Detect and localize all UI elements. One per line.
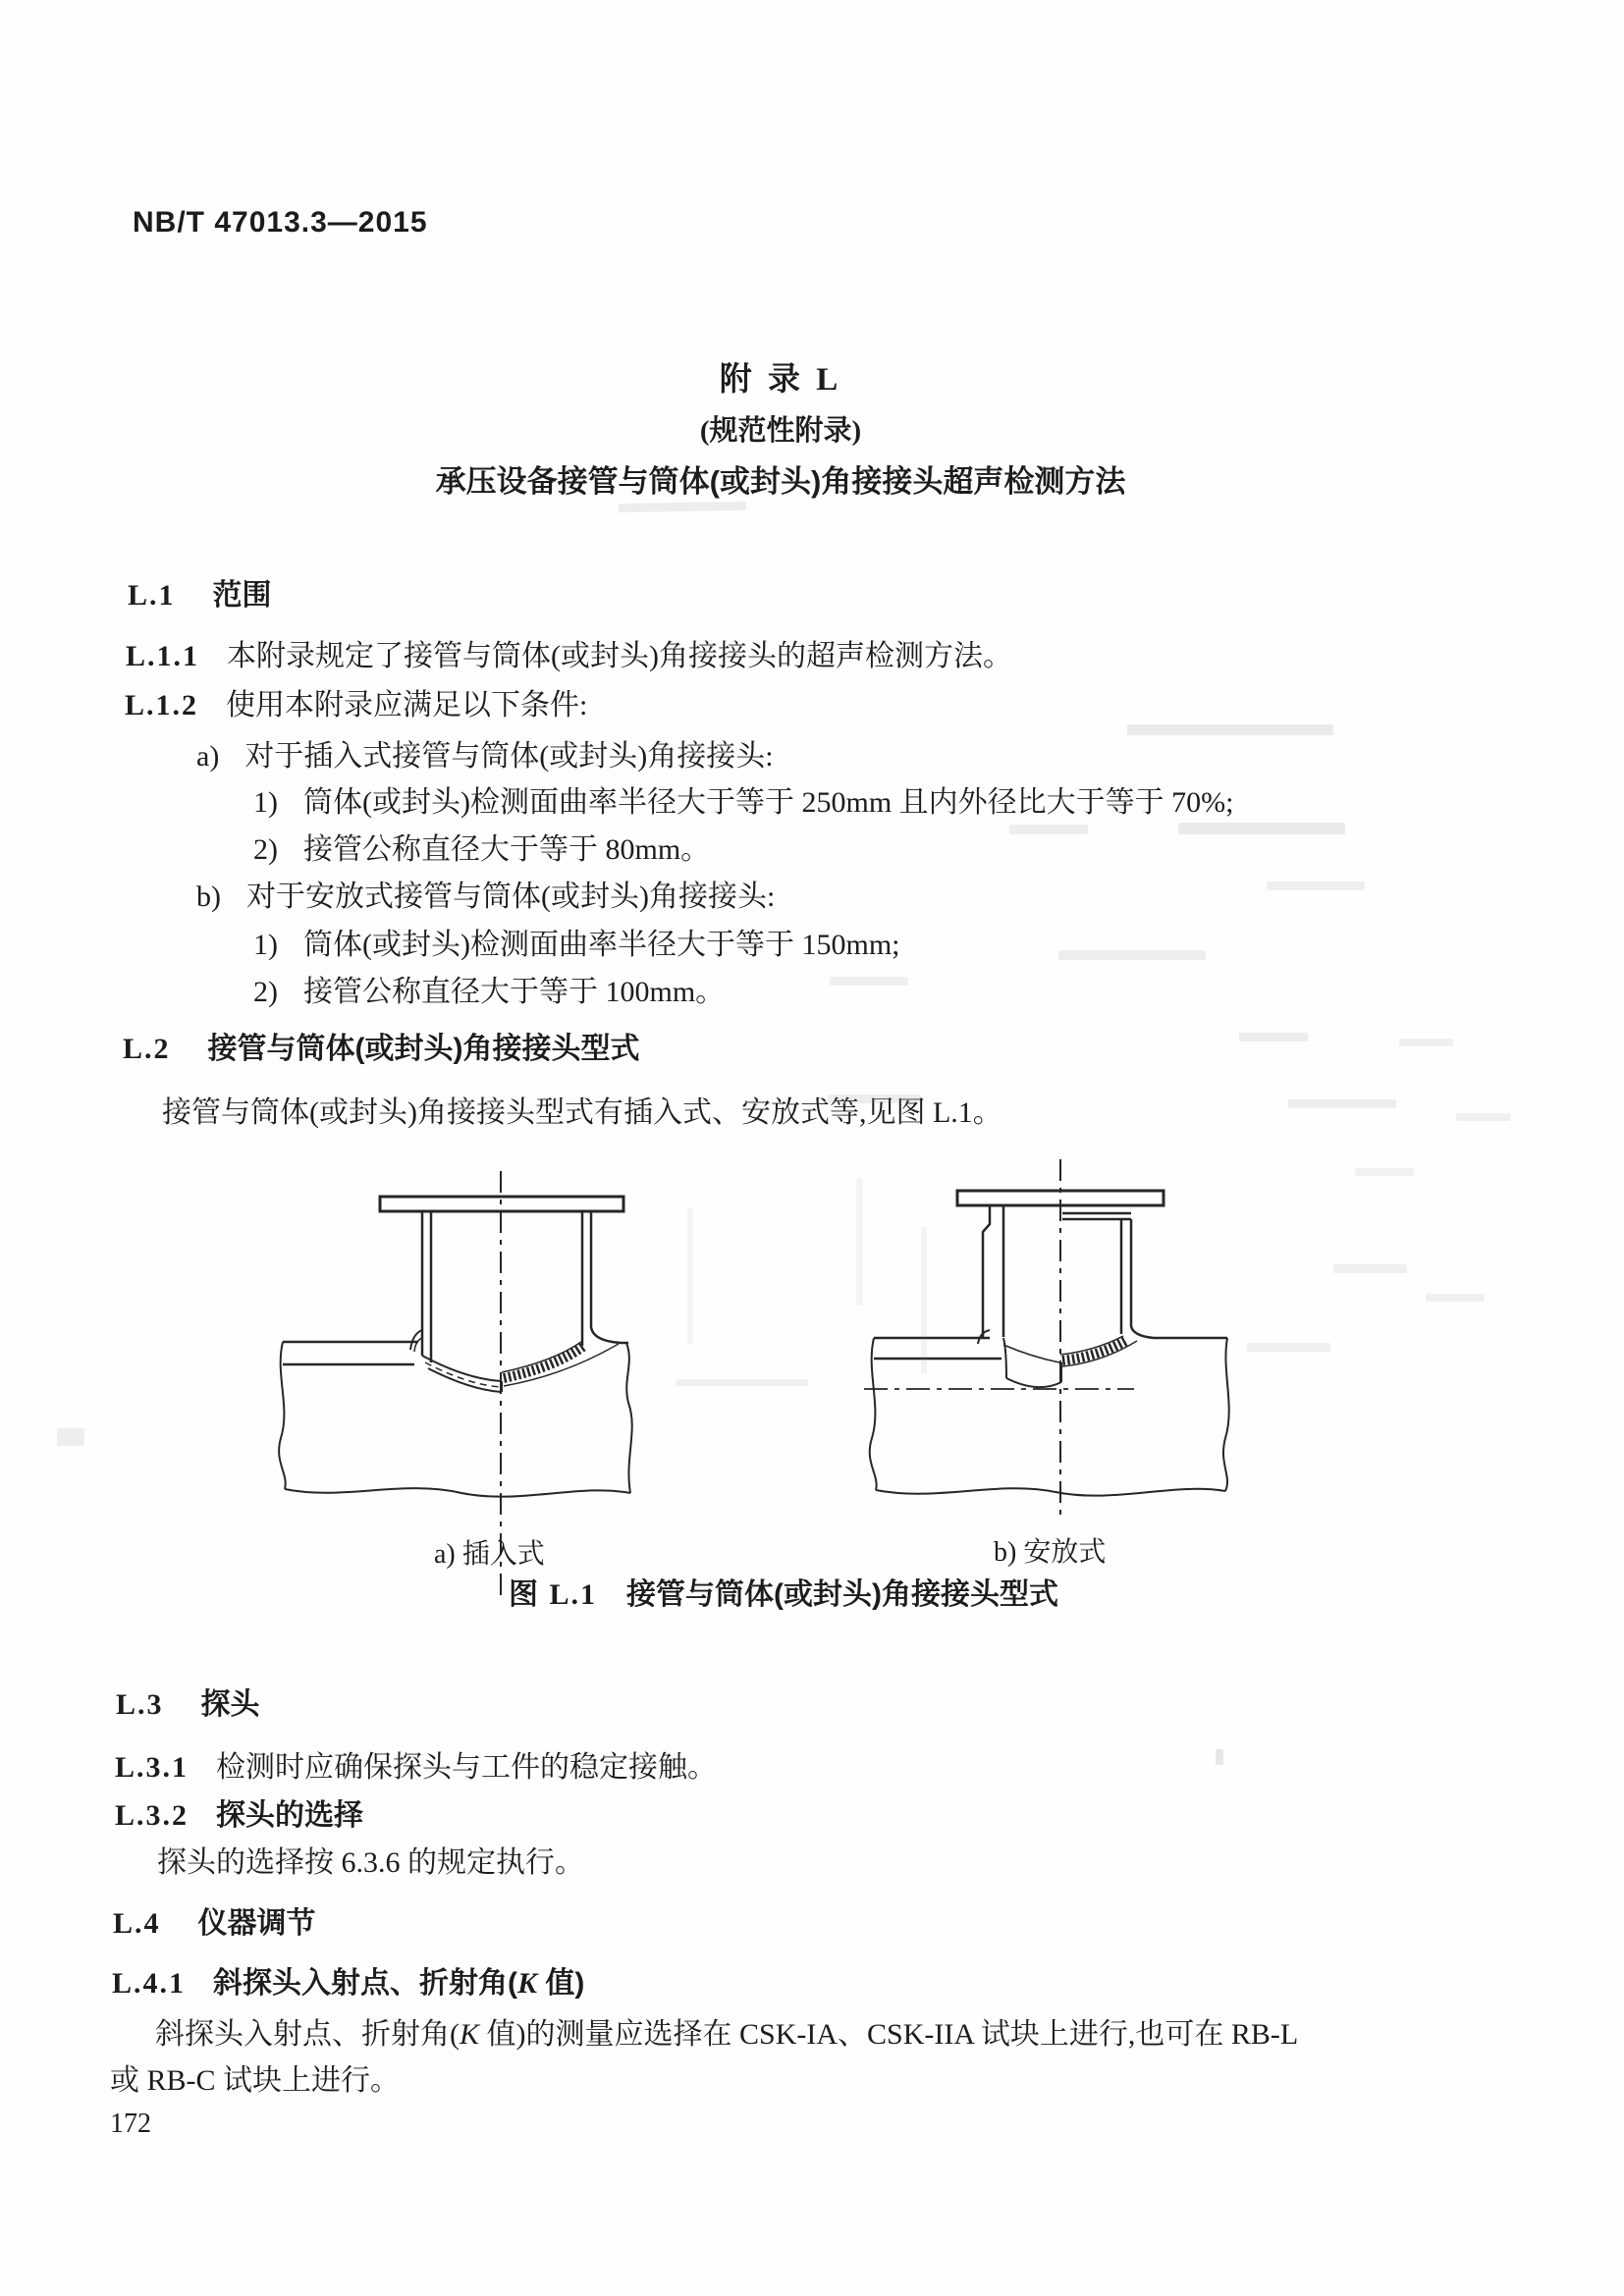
- list-item-a2-text: 接管公称直径大于等于 80mm。: [303, 833, 711, 866]
- list-item-b-text: 对于安放式接管与筒体(或封头)角接接头:: [246, 881, 776, 913]
- clause-l11-text: 本附录规定了接管与筒体(或封头)角接接头的超声检测方法。: [227, 640, 1012, 672]
- list-item-a2-marker: 2): [253, 833, 278, 866]
- clause-l1-title: 范围: [212, 579, 272, 612]
- clause-l1-number: L.1: [128, 579, 176, 612]
- clause-l32-number: L.3.2: [115, 1799, 189, 1832]
- clause-l31-text: 检测时应确保探头与工件的稳定接触。: [216, 1751, 718, 1784]
- scan-artifact: [1399, 1039, 1453, 1046]
- scan-artifact: [1239, 1033, 1308, 1041]
- list-item-a-text: 对于插入式接管与筒体(或封头)角接接头:: [244, 740, 774, 773]
- list-item-b2-marker: 2): [253, 976, 278, 1008]
- appendix-title: 附 录 L: [719, 362, 842, 398]
- clause-l32: [115, 1797, 363, 1835]
- clause-heading-l1: [128, 577, 272, 614]
- appendix-main-title-row: [0, 456, 1561, 501]
- scan-artifact: [1127, 724, 1333, 735]
- set-on-nozzle-wall: [983, 1205, 1154, 1338]
- clause-l11-number: L.1.1: [126, 640, 200, 672]
- clause-l41: [112, 1965, 584, 2002]
- scan-artifact: [1178, 823, 1345, 834]
- scan-artifact: [1009, 825, 1088, 834]
- clause-l12-number: L.1.2: [125, 689, 199, 721]
- scan-artifact: [1456, 1113, 1510, 1121]
- list-item-b1-text: 筒体(或封头)检测面曲率半径大于等于 150mm;: [303, 929, 900, 961]
- list-item-b: [196, 879, 775, 916]
- clause-l4-title: 仪器调节: [197, 1907, 316, 1940]
- page-number: 172: [110, 2109, 151, 2139]
- scan-artifact: [687, 1207, 693, 1345]
- figure-label-b: b) 安放式: [994, 1537, 1107, 1568]
- figure-caption-text: 接管与筒体(或封头)角接接头型式: [626, 1578, 1058, 1611]
- set-on-shell: [870, 1338, 1229, 1496]
- clause-l2-number: L.2: [123, 1033, 171, 1065]
- clause-l2-paragraph: 接管与筒体(或封头)角接接头型式有插入式、安放式等,见图 L.1。: [162, 1096, 1002, 1129]
- scan-artifact: [1267, 881, 1365, 890]
- clause-l12-text: 使用本附录应满足以下条件:: [226, 689, 588, 721]
- figure-caption: [509, 1576, 1058, 1614]
- clause-l31: [115, 1749, 717, 1787]
- set-in-shell: [279, 1342, 632, 1497]
- scan-artifact: [1288, 1099, 1396, 1108]
- page-header-standard-code: NB/T 47013.3—2015: [133, 206, 428, 239]
- clause-l12: [125, 687, 587, 724]
- scan-artifact: [830, 977, 908, 986]
- clause-l3-title: 探头: [200, 1688, 260, 1721]
- clause-l2-title: 接管与筒体(或封头)角接接头型式: [207, 1033, 640, 1065]
- clause-l32-paragraph: 探头的选择按 6.3.6 的规定执行。: [157, 1846, 584, 1879]
- scan-artifact: [1247, 1343, 1330, 1352]
- figure-caption-number: 图 L.1: [509, 1578, 598, 1611]
- clause-heading-l3: [116, 1686, 260, 1724]
- clause-l41-title-pre: 斜探头入射点、折射角(: [213, 1967, 518, 2000]
- clause-l3-number: L.3: [116, 1688, 164, 1721]
- clause-l41-number: L.4.1: [112, 1967, 187, 2000]
- clause-l41-title-k: K: [517, 1967, 538, 2000]
- appendix-subtitle-row: [0, 408, 1561, 449]
- set-in-weld: [410, 1330, 619, 1392]
- clause-heading-l4: [113, 1905, 316, 1943]
- list-item-b-marker: b): [196, 881, 221, 913]
- list-item-a1: [253, 784, 1233, 822]
- list-item-a-marker: a): [196, 740, 220, 773]
- appendix-main-title: 承压设备接管与筒体(或封头)角接接头超声检测方法: [435, 464, 1126, 499]
- scan-artifact: [1058, 950, 1206, 960]
- clause-l11: [126, 638, 1012, 675]
- clause-l41-title-post: 值): [537, 1967, 585, 2000]
- figure-label-a: a) 插入式: [434, 1539, 545, 1570]
- clause-l31-number: L.3.1: [115, 1751, 189, 1784]
- scan-artifact: [1216, 1749, 1223, 1765]
- appendix-subtitle: (规范性附录): [699, 415, 862, 447]
- list-item-a1-text: 筒体(或封头)检测面曲率半径大于等于 250mm 且内外径比大于等于 70%;: [303, 786, 1234, 819]
- list-item-b2: [253, 974, 725, 1011]
- clause-l32-title: 探头的选择: [216, 1799, 364, 1832]
- set-in-nozzle-wall: [422, 1211, 621, 1362]
- clause-l41-paragraph-line1: 斜探头入射点、折射角(K 值)的测量应选择在 CSK-IA、CSK-IIA 试块上进行,也可在 RB-L: [155, 2018, 1299, 2051]
- appendix-title-row: [0, 353, 1561, 400]
- k-value-symbol: K: [460, 2018, 480, 2051]
- scan-artifact: [1355, 1168, 1414, 1176]
- list-item-b1: [253, 927, 900, 964]
- list-item-b2-text: 接管公称直径大于等于 100mm。: [303, 976, 726, 1008]
- scan-artifact: [1426, 1294, 1485, 1302]
- list-item-b1-marker: 1): [253, 929, 278, 961]
- scan-artifact: [1333, 1264, 1407, 1273]
- clause-heading-l2: [123, 1031, 640, 1068]
- scan-artifact: [676, 1379, 808, 1386]
- clause-l4-number: L.4: [113, 1907, 161, 1940]
- set-on-weld: [978, 1330, 1137, 1366]
- list-item-a: [196, 738, 774, 775]
- list-item-a1-marker: 1): [253, 786, 278, 819]
- clause-l41-paragraph-line2: 或 RB-C 试块上进行。: [110, 2064, 401, 2097]
- scan-artifact: [619, 502, 746, 512]
- scan-artifact: [57, 1428, 84, 1446]
- list-item-a2: [253, 831, 710, 869]
